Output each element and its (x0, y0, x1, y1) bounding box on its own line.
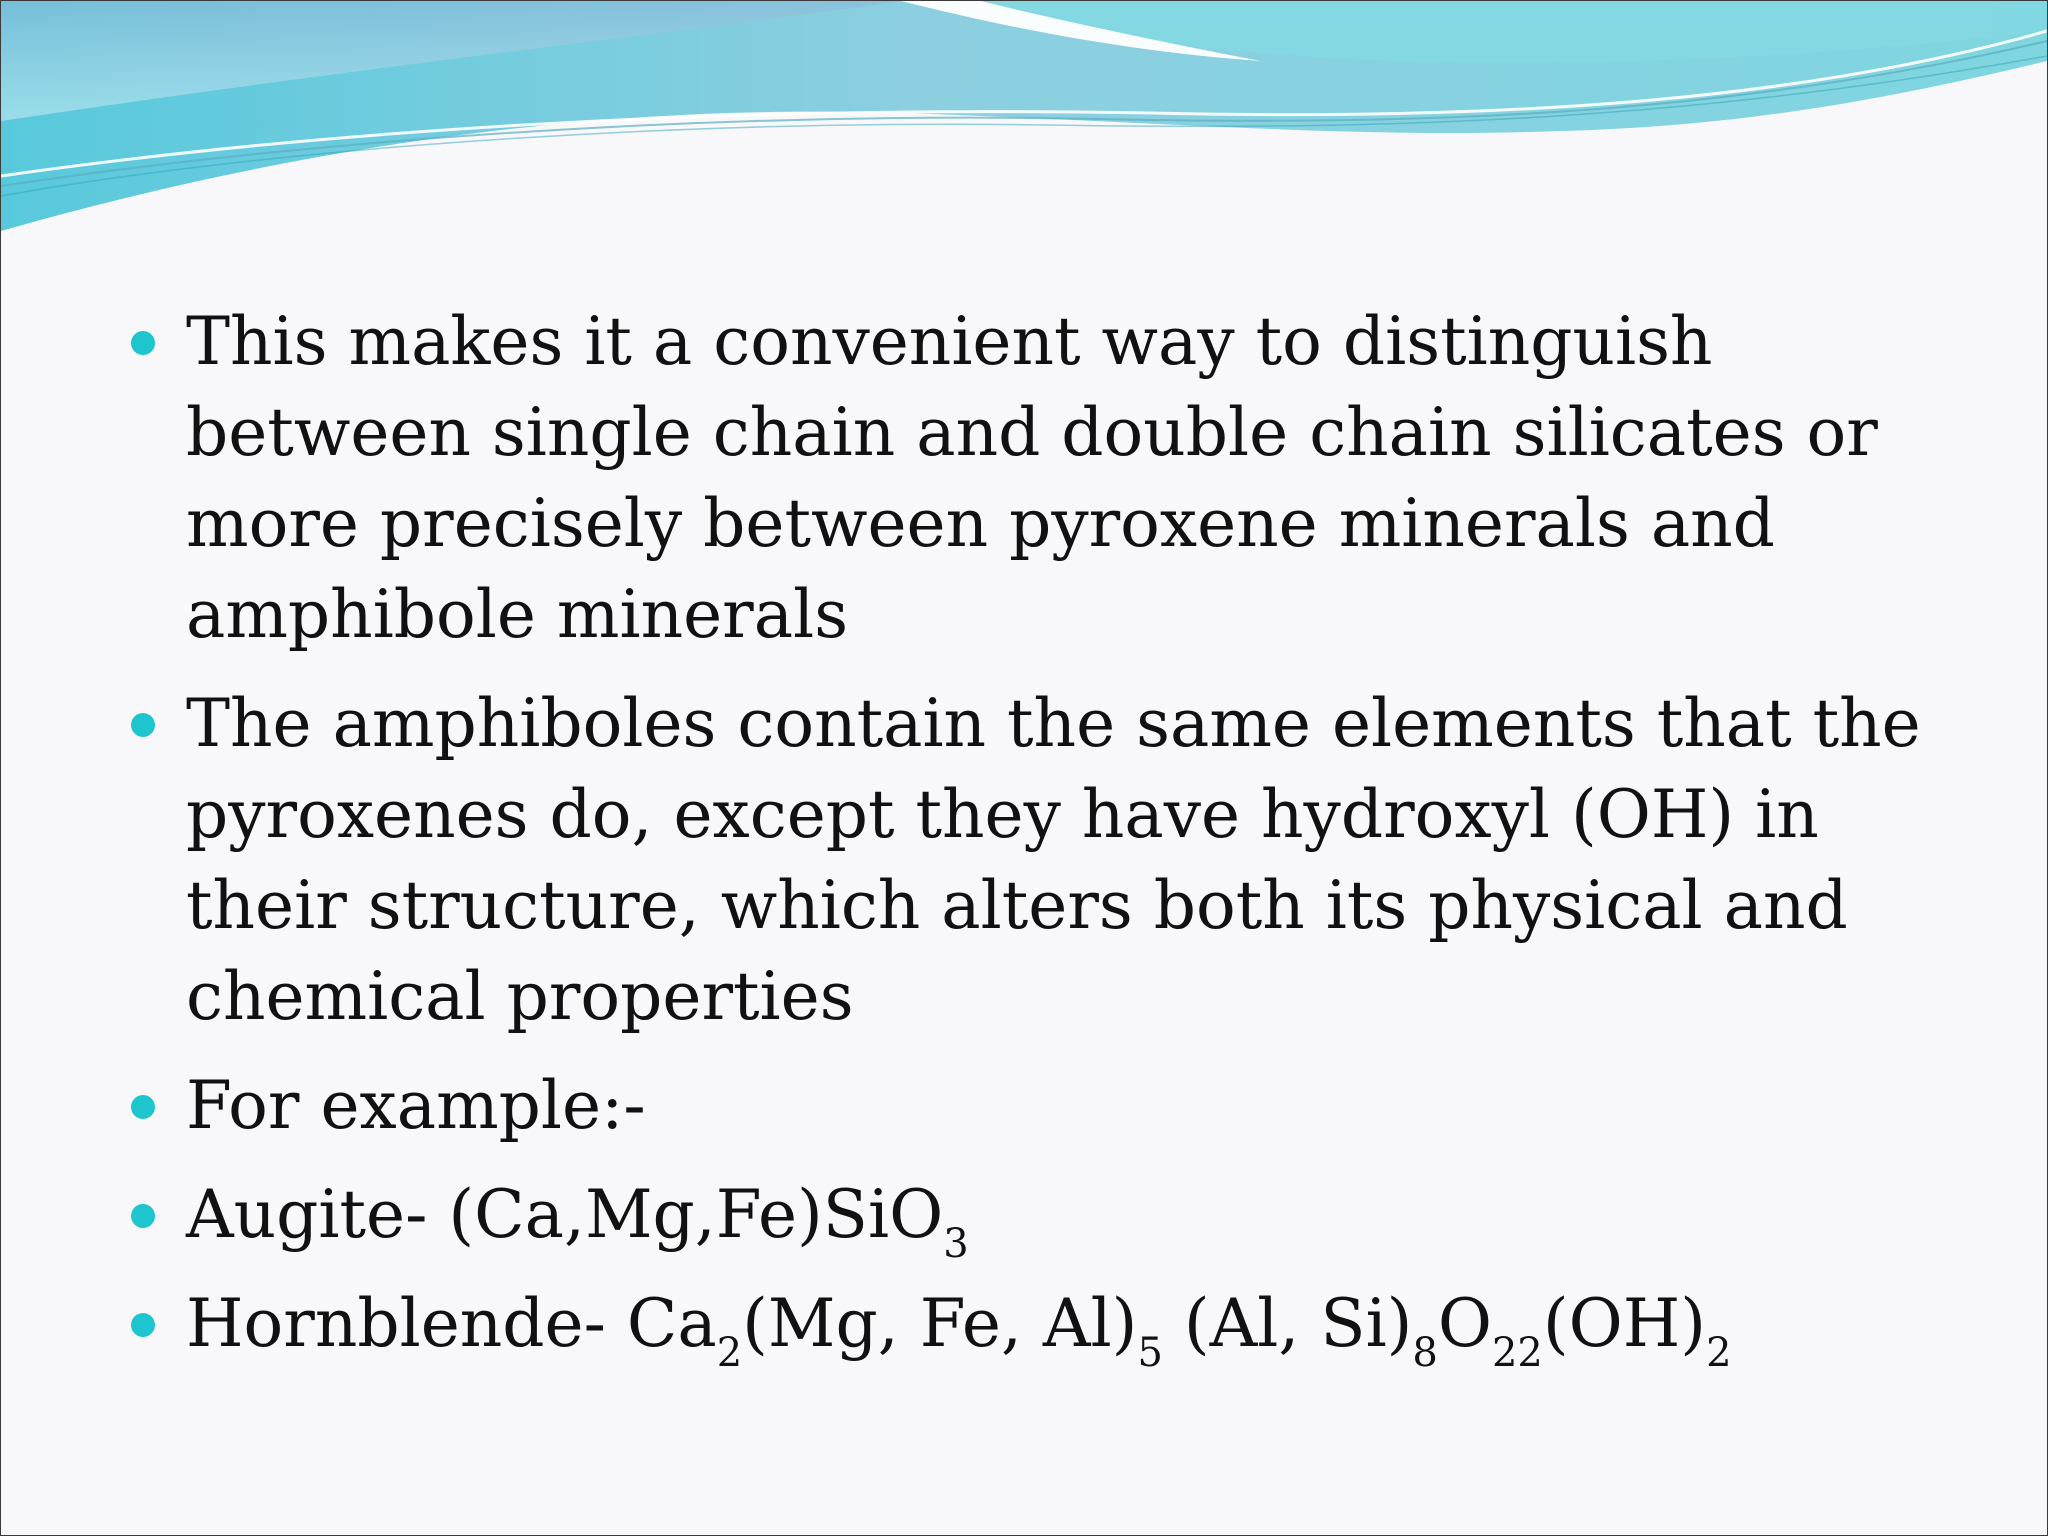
mineral-label: Augite- (186, 1176, 449, 1253)
bullet-item (131, 678, 1931, 1042)
formula-subscript: 22 (1491, 1330, 1543, 1376)
bullet-item-hornblende (131, 1278, 1931, 1376)
bullet-dot-icon (131, 1095, 155, 1119)
formula-subscript: 5 (1137, 1330, 1163, 1376)
formula-subscript: 3 (943, 1221, 969, 1267)
bullet-list (131, 296, 1931, 1376)
formula-text: (Al, Si) (1162, 1285, 1413, 1362)
mineral-formula (626, 1285, 1732, 1376)
mineral-formula (448, 1176, 969, 1267)
bullet-text: For example:- (186, 1067, 646, 1144)
formula-subscript: 8 (1412, 1330, 1438, 1376)
bullet-item-augite (131, 1169, 1931, 1267)
formula-text: Ca (626, 1285, 717, 1362)
formula-subscript: 2 (716, 1330, 743, 1376)
bullet-text: This makes it a convenient way to distinguish between single chain and double chain silicates or more precisely between pyroxene minerals and amphibole minerals (186, 303, 1878, 653)
bullet-dot-icon (131, 713, 155, 737)
header-wave-decoration (1, 1, 2047, 261)
formula-text: O (1437, 1285, 1492, 1362)
formula-text: (Mg, Fe, Al) (742, 1285, 1138, 1362)
bullet-dot-icon (131, 331, 155, 355)
formula-text: (Ca,Mg,Fe)SiO (448, 1176, 944, 1253)
formula-subscript: 2 (1706, 1330, 1732, 1376)
bullet-dot-icon (131, 1204, 155, 1228)
formula-text: (OH) (1542, 1285, 1707, 1362)
mineral-label: Hornblende- (186, 1285, 627, 1362)
bullet-dot-icon (131, 1313, 155, 1337)
bullet-text: The amphiboles contain the same elements that the pyroxenes do, except they have hydroxyl (OH) in their structure, which alters both its physical and chemical properties (186, 685, 1921, 1035)
slide-content (131, 296, 1931, 1387)
bullet-item (131, 296, 1931, 660)
bullet-item (131, 1060, 1931, 1151)
